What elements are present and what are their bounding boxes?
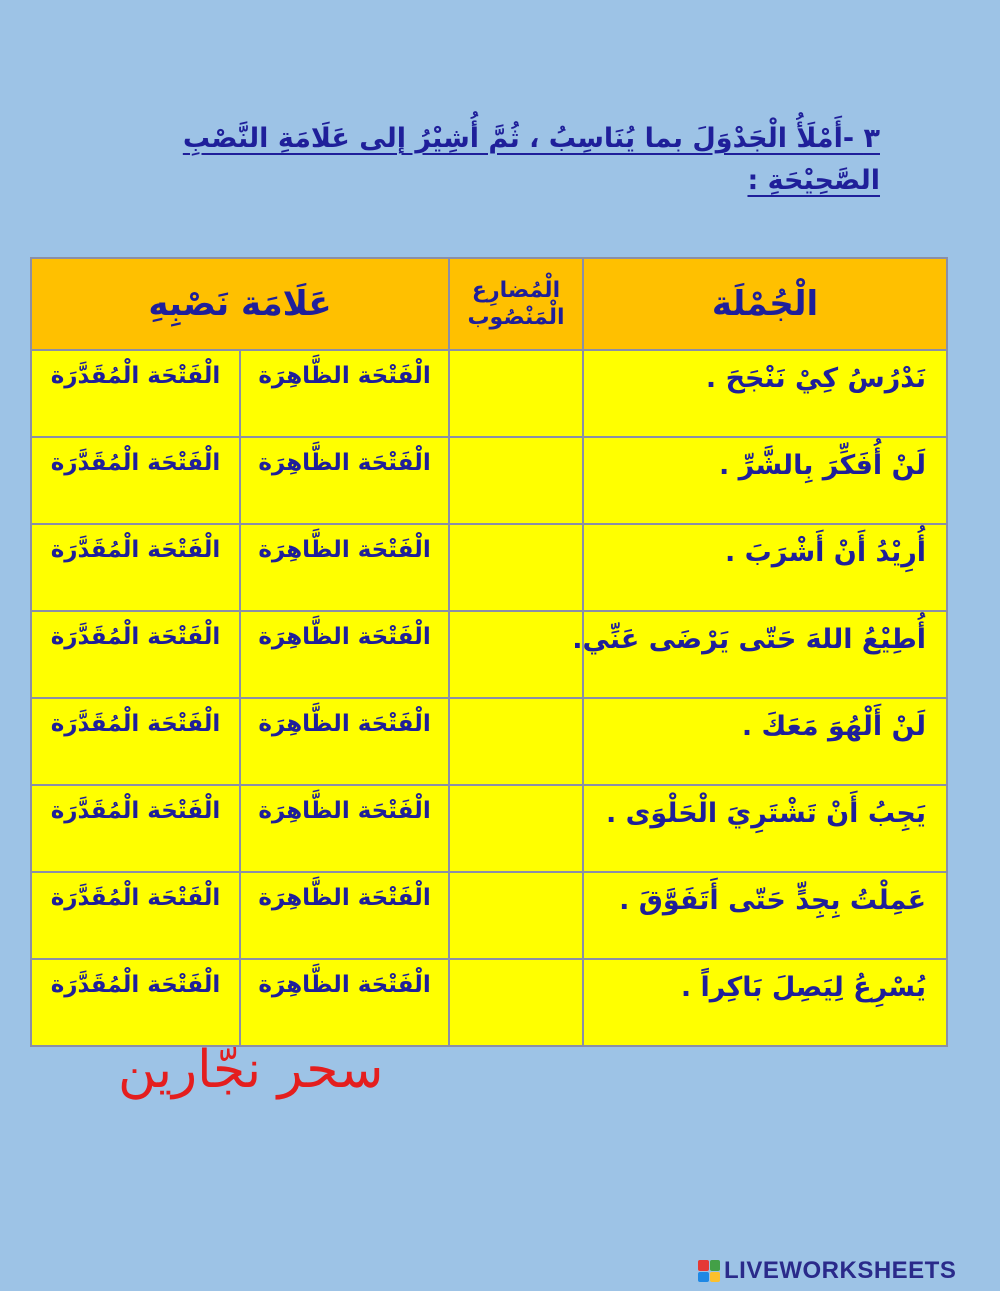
sentence-cell: أُطِيْعُ اللهَ حَتّى يَرْضَى عَنِّي. bbox=[583, 611, 947, 698]
mark-option-implied[interactable]: الْفَتْحَة الْمُقَدَّرَة bbox=[31, 611, 240, 698]
mark-option-implied[interactable]: الْفَتْحَة الْمُقَدَّرَة bbox=[31, 959, 240, 1046]
mark-option-implied[interactable]: الْفَتْحَة الْمُقَدَّرَة bbox=[31, 437, 240, 524]
instruction-line-1: ٣ -أَمْلَأُ الْجَدْوَلَ بما يُنَاسِبُ ، ثُمَّ أُشِيْرُ إلى عَلَامَةِ النَّصْبِ bbox=[182, 123, 880, 154]
table-row bbox=[31, 698, 947, 785]
mark-option-apparent[interactable]: الْفَتْحَة الظَّاهِرَة bbox=[240, 785, 449, 872]
verb-answer-cell[interactable] bbox=[449, 698, 583, 785]
liveworksheets-brand: LIVEWORKSHEETS bbox=[724, 1257, 957, 1284]
liveworksheets-icon bbox=[698, 1260, 720, 1282]
verb-answer-cell[interactable] bbox=[449, 959, 583, 1046]
sentence-cell: عَمِلْتُ بِجِدٍّ حَتّى أَتَفَوَّقَ . bbox=[583, 872, 947, 959]
mark-option-apparent[interactable]: الْفَتْحَة الظَّاهِرَة bbox=[240, 698, 449, 785]
instruction-title bbox=[130, 118, 880, 202]
liveworksheets-logo bbox=[698, 1256, 956, 1286]
header-verb: الْمُضارِع الْمَنْصُوب bbox=[449, 258, 583, 350]
table-row bbox=[31, 524, 947, 611]
instruction-line-2: الصَّحِيْحَةِ : bbox=[747, 164, 880, 196]
verb-answer-cell[interactable] bbox=[449, 437, 583, 524]
table-row bbox=[31, 611, 947, 698]
verb-answer-cell[interactable] bbox=[449, 872, 583, 959]
verb-answer-cell[interactable] bbox=[449, 350, 583, 437]
mark-option-apparent[interactable]: الْفَتْحَة الظَّاهِرَة bbox=[240, 524, 449, 611]
table-body bbox=[31, 350, 947, 1046]
author-signature: سحر نجّارين bbox=[118, 1040, 384, 1100]
sentence-cell: نَدْرُسُ كِيْ نَنْجَحَ . bbox=[583, 350, 947, 437]
mark-option-implied[interactable]: الْفَتْحَة الْمُقَدَّرَة bbox=[31, 698, 240, 785]
table-row bbox=[31, 959, 947, 1046]
sentence-cell: لَنْ أَلْهُوَ مَعَكَ . bbox=[583, 698, 947, 785]
sentence-cell: يَجِبُ أَنْ تَشْتَرِيَ الْحَلْوَى . bbox=[583, 785, 947, 872]
verb-answer-cell[interactable] bbox=[449, 524, 583, 611]
verb-answer-cell[interactable] bbox=[449, 611, 583, 698]
mark-option-implied[interactable]: الْفَتْحَة الْمُقَدَّرَة bbox=[31, 350, 240, 437]
header-sentence: الْجُمْلَة bbox=[583, 258, 947, 350]
table-row bbox=[31, 785, 947, 872]
mark-option-apparent[interactable]: الْفَتْحَة الظَّاهِرَة bbox=[240, 872, 449, 959]
mark-option-implied[interactable]: الْفَتْحَة الْمُقَدَّرَة bbox=[31, 872, 240, 959]
table-header-row bbox=[31, 258, 947, 350]
verb-answer-cell[interactable] bbox=[449, 785, 583, 872]
mark-option-apparent[interactable]: الْفَتْحَة الظَّاهِرَة bbox=[240, 611, 449, 698]
header-mark: عَلَامَة نَصْبِهِ bbox=[31, 258, 449, 350]
exercise-table bbox=[30, 257, 948, 1047]
table-row bbox=[31, 437, 947, 524]
mark-option-implied[interactable]: الْفَتْحَة الْمُقَدَّرَة bbox=[31, 785, 240, 872]
mark-option-apparent[interactable]: الْفَتْحَة الظَّاهِرَة bbox=[240, 959, 449, 1046]
sentence-cell: يُسْرِعُ لِيَصِلَ بَاكِراً . bbox=[583, 959, 947, 1046]
mark-option-implied[interactable]: الْفَتْحَة الْمُقَدَّرَة bbox=[31, 524, 240, 611]
sentence-cell: لَنْ أُفَكِّرَ بِالشَّرِّ . bbox=[583, 437, 947, 524]
mark-option-apparent[interactable]: الْفَتْحَة الظَّاهِرَة bbox=[240, 437, 449, 524]
sentence-cell: أُرِيْدُ أَنْ أَشْرَبَ . bbox=[583, 524, 947, 611]
table-row bbox=[31, 872, 947, 959]
table-row bbox=[31, 350, 947, 437]
mark-option-apparent[interactable]: الْفَتْحَة الظَّاهِرَة bbox=[240, 350, 449, 437]
